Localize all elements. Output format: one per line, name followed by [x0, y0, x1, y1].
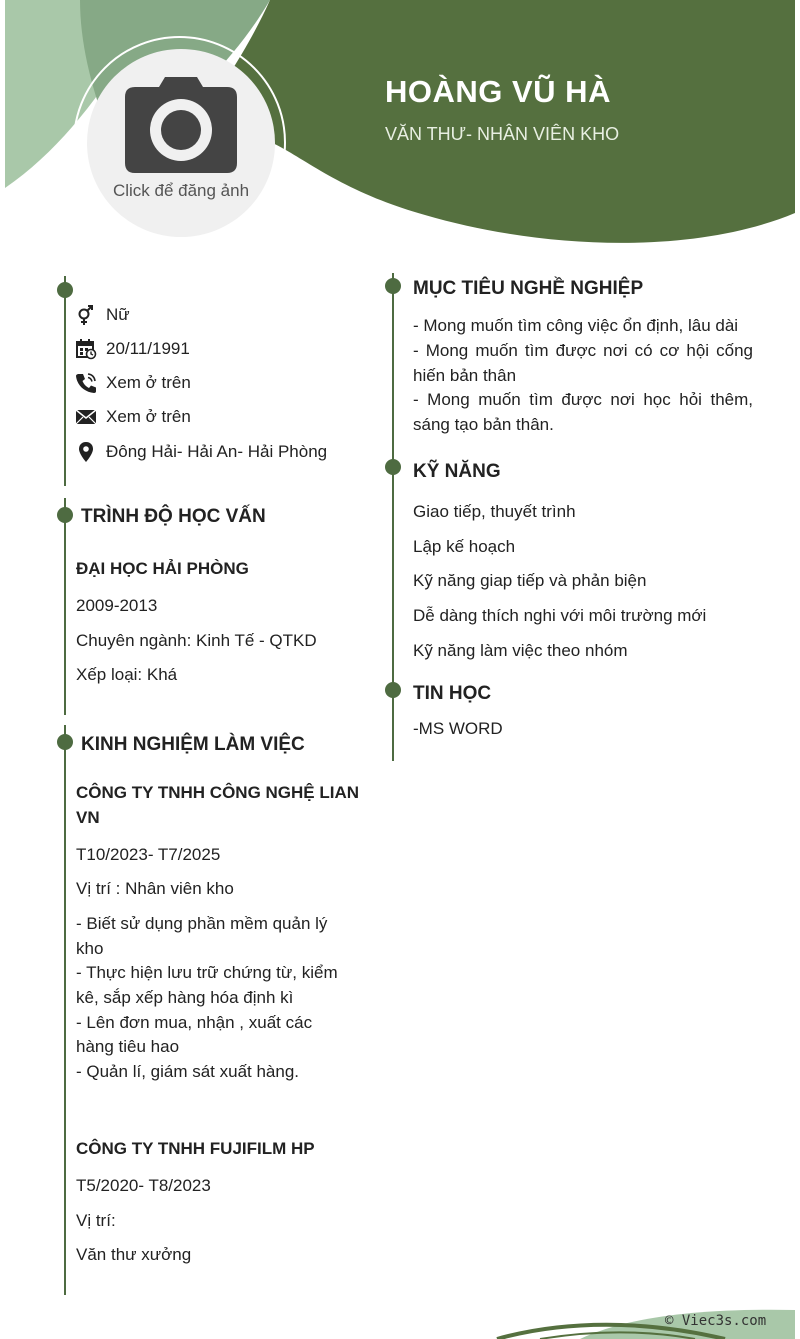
experience-dot	[57, 734, 73, 750]
skills-dot	[385, 459, 401, 475]
skills-title: KỸ NĂNG	[413, 461, 501, 482]
avatar-upload-button[interactable]	[87, 49, 275, 237]
experience-timeline	[64, 725, 66, 1295]
cv-page	[5, 0, 795, 1339]
it-title: TIN HỌC	[413, 683, 492, 704]
contact-dot	[57, 282, 73, 298]
camera-icon	[123, 75, 239, 175]
job2-company: CÔNG TY TNHH FUJIFILM HP	[76, 1139, 315, 1158]
objective-line: - Mong muốn tìm công việc ổn định, lâu dài	[413, 316, 739, 335]
job1-company-cont: VN	[76, 808, 100, 827]
job1-desc-line: - Lên đơn mua, nhận , xuất các	[76, 1013, 313, 1032]
objective-dot	[385, 278, 401, 294]
email-icon	[75, 406, 97, 428]
job-title: VĂN THƯ- NHÂN VIÊN KHO	[385, 124, 620, 144]
education-title: TRÌNH ĐỘ HỌC VẤN	[81, 506, 266, 527]
objective-line: - Mong muốn tìm được nơi học hỏi thêm, sáng tạo bản thân.	[413, 390, 753, 434]
education-dot	[57, 507, 73, 523]
phone-text: Xem ở trên	[106, 373, 191, 392]
watermark: © Viec3s.com	[665, 1313, 767, 1329]
calendar-icon	[75, 338, 97, 360]
it-item: -MS WORD	[413, 719, 503, 738]
gender-text: Nữ	[106, 305, 130, 324]
objective-title: MỤC TIÊU NGHỀ NGHIỆP	[413, 278, 644, 299]
email-text: Xem ở trên	[106, 407, 191, 426]
job1-desc-line: hàng tiêu hao	[76, 1037, 180, 1056]
photo-caption: Click để đăng ảnh	[112, 181, 250, 200]
job1-position: Vị trí : Nhân viên kho	[76, 879, 234, 898]
job2-role: Văn thư xưởng	[76, 1245, 192, 1264]
gender-icon	[75, 304, 97, 326]
job1-desc-line: - Biết sử dụng phần mềm quản lý	[76, 914, 328, 933]
education-major: Chuyên ngành: Kinh Tế - QTKD	[76, 631, 317, 650]
skill-item: Kỹ năng giap tiếp và phản biện	[413, 571, 647, 590]
map-pin-icon	[75, 441, 97, 463]
education-period: 2009-2013	[76, 596, 158, 615]
contact-timeline	[64, 276, 66, 486]
education-school: ĐẠI HỌC HẢI PHÒNG	[76, 559, 249, 578]
education-grade: Xếp loại: Khá	[76, 665, 178, 684]
candidate-name: HOÀNG VŨ HÀ	[385, 74, 611, 109]
job1-company: CÔNG TY TNHH CÔNG NGHỆ LIAN	[76, 783, 360, 802]
objective-line: - Mong muốn tìm được nơi có cơ hội cống hiến bản thân	[413, 341, 753, 385]
skill-item: Lập kế hoạch	[413, 537, 516, 556]
education-timeline	[64, 498, 66, 715]
birthday-text: 20/11/1991	[106, 339, 190, 358]
job2-period: T5/2020- T8/2023	[76, 1176, 211, 1195]
skill-item: Giao tiếp, thuyết trình	[413, 502, 576, 521]
skill-item: Dễ dàng thích nghi với môi trường mới	[413, 606, 707, 625]
experience-title: KINH NGHIỆM LÀM VIỆC	[81, 734, 305, 755]
address-text: Đông Hải- Hải An- Hải Phòng	[106, 442, 328, 461]
job1-period: T10/2023- T7/2025	[76, 845, 221, 864]
job1-desc-line: kho	[76, 939, 104, 958]
job1-desc-line: kê, sắp xếp hàng hóa định kì	[76, 988, 294, 1007]
skill-item: Kỹ năng làm việc theo nhóm	[413, 641, 628, 660]
phone-icon	[75, 372, 97, 394]
job2-position: Vị trí:	[76, 1211, 116, 1230]
it-dot	[385, 682, 401, 698]
job1-desc-line: - Quản lí, giám sát xuất hàng.	[76, 1062, 300, 1081]
job1-desc-line: - Thực hiện lưu trữ chứng từ, kiểm	[76, 963, 338, 982]
